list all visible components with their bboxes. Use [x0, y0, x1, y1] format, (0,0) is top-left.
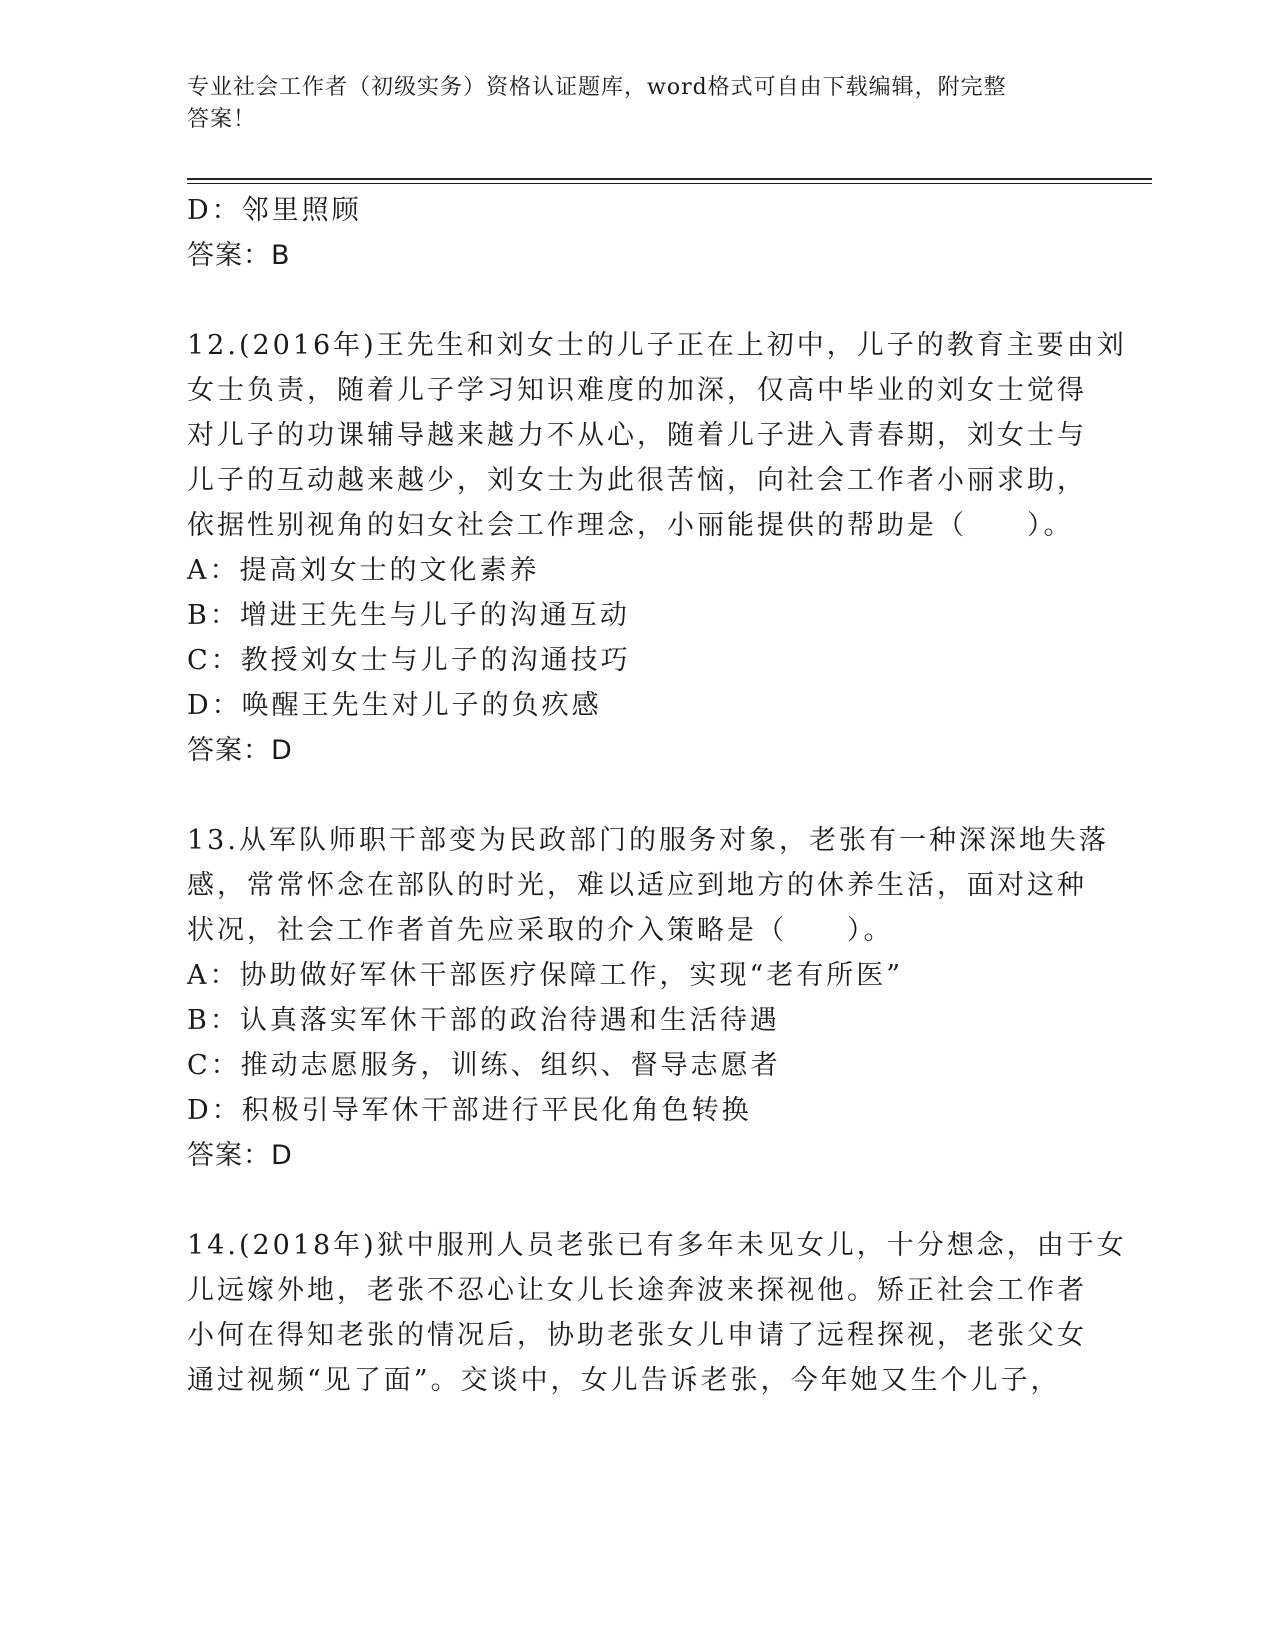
option-d: D：积极引导军休干部进行平民化角色转换	[187, 1095, 752, 1126]
header-line-1: 专业社会工作者（初级实务）资格认证题库，word格式可自由下载编辑，附完整	[187, 75, 1007, 100]
question-text-line: 通过视频“见了面”。交谈中，女儿告诉老张，今年她又生个儿子，	[187, 1365, 1061, 1396]
header-divider-thin	[187, 183, 1152, 184]
answer-line: 答案：D	[187, 1140, 293, 1171]
question-text-line: 14.(2018年)狱中服刑人员老张已有多年未见女儿，十分想念，由于女	[187, 1230, 1127, 1261]
option-d: D：邻里照顾	[187, 195, 362, 226]
option-c: C：教授刘女士与儿子的沟通技巧	[187, 645, 631, 676]
question-text-line: 女士负责，随着儿子学习知识难度的加深，仅高中毕业的刘女士觉得	[187, 375, 1087, 406]
question-text-line: 12.(2016年)王先生和刘女士的儿子正在上初中，儿子的教育主要由刘	[187, 330, 1127, 361]
question-text-line: 状况，社会工作者首先应采取的介入策略是（ ）。	[187, 915, 894, 946]
question-13	[187, 818, 1109, 1178]
question-14	[187, 1223, 1127, 1403]
question-text-line: 感，常常怀念在部队的时光，难以适应到地方的休养生活，面对这种	[187, 870, 1087, 901]
option-b: B：增进王先生与儿子的沟通互动	[187, 600, 630, 631]
question-text-line: 小何在得知老张的情况后，协助老张女儿申请了远程探视，老张父女	[187, 1320, 1087, 1351]
answer-line: 答案：D	[187, 735, 293, 766]
question-text-line: 对儿子的功课辅导越来越力不从心，随着儿子进入青春期，刘女士与	[187, 420, 1087, 451]
question-12	[187, 323, 1127, 773]
question-text-line: 儿远嫁外地，老张不忍心让女儿长途奔波来探视他。矫正社会工作者	[187, 1275, 1087, 1306]
question-text-line: 依据性别视角的妇女社会工作理念，小丽能提供的帮助是（ ）。	[187, 510, 1074, 541]
header-line-2: 答案！	[187, 107, 257, 132]
question-text-line: 儿子的互动越来越少，刘女士为此很苦恼，向社会工作者小丽求助，	[187, 465, 1087, 496]
document-body	[187, 188, 1127, 1403]
option-c: C：推动志愿服务，训练、组织、督导志愿者	[187, 1050, 781, 1081]
document-header	[187, 72, 1067, 136]
option-a: A：提高刘女士的文化素养	[187, 555, 540, 586]
option-d: D：唤醒王先生对儿子的负疚感	[187, 690, 602, 721]
header-divider-thick	[187, 178, 1152, 180]
option-b: B：认真落实军休干部的政治待遇和生活待遇	[187, 1005, 780, 1036]
option-a: A：协助做好军休干部医疗保障工作，实现“老有所医”	[187, 960, 904, 991]
answer-line: 答案：B	[187, 240, 291, 271]
question-text-line: 13.从军队师职干部变为民政部门的服务对象，老张有一种深深地失落	[187, 825, 1109, 856]
